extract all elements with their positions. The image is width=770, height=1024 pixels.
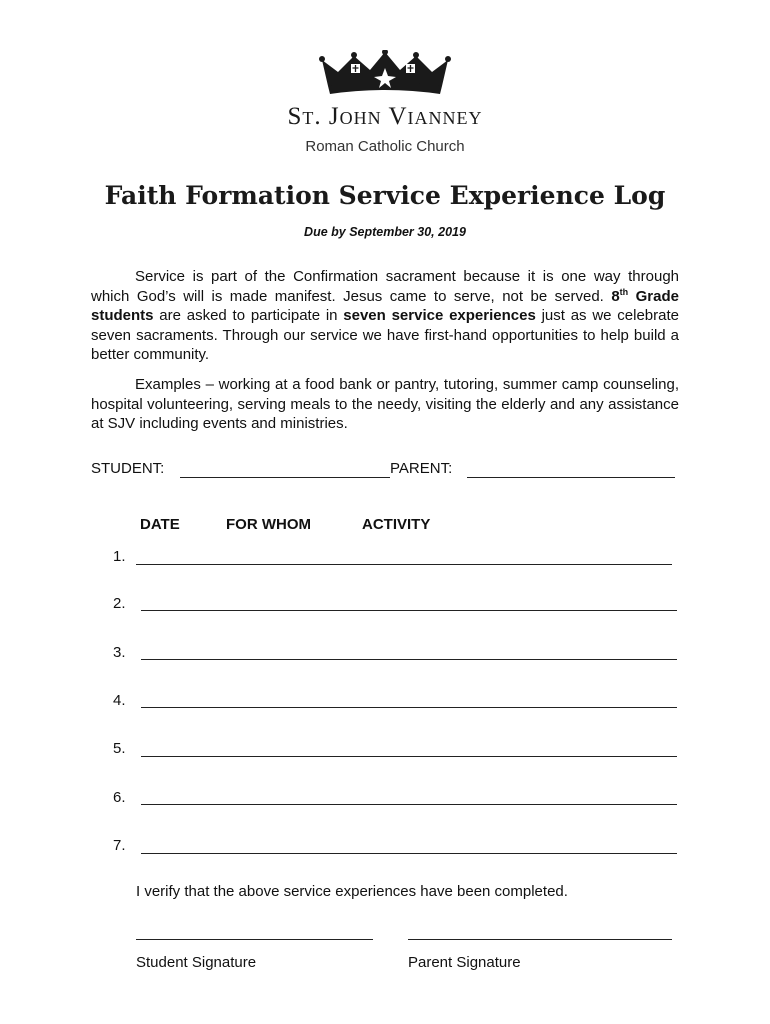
examples-paragraph <box>91 375 679 434</box>
student-name-line[interactable] <box>180 477 390 478</box>
church-subtitle: Roman Catholic Church <box>305 138 465 155</box>
grade-number: 8 <box>611 287 620 305</box>
column-for-whom: FOR WHOM <box>226 516 311 533</box>
entry-line[interactable] <box>136 564 672 565</box>
document-title: Faith Formation Service Experience Log <box>104 181 666 210</box>
grade-word: Grade students <box>91 287 679 325</box>
verify-statement: I verify that the above service experiences have been completed. <box>136 883 568 900</box>
church-name: St. John Vianney <box>287 103 483 130</box>
entry-line[interactable] <box>141 804 677 805</box>
due-date: Due by September 30, 2019 <box>304 225 466 239</box>
crown-logo <box>318 50 452 100</box>
intro-text-2: are asked to participate in <box>153 307 344 325</box>
entry-line[interactable] <box>141 659 677 660</box>
entry-line[interactable] <box>141 853 677 854</box>
intro-text-3: just as we celebrate seven sacraments. Through our service we have first-hand opportunities to help build a better community. <box>91 307 679 364</box>
entry-line[interactable] <box>141 707 677 708</box>
entry-number: 2. <box>113 595 126 612</box>
student-label: STUDENT: <box>91 460 165 477</box>
entry-number: 3. <box>113 644 126 661</box>
entry-number: 7. <box>113 837 126 854</box>
parent-signature-line[interactable] <box>408 939 672 940</box>
entry-number: 5. <box>113 740 126 757</box>
parent-signature-label: Parent Signature <box>408 954 521 971</box>
examples-text: Examples – working at a food bank or pantry, tutoring, summer camp counseling, hospital volunteering, serving meals to the needy, visiting the elderly and any assistance at SJV including events and ministries. <box>91 376 679 433</box>
column-activity: ACTIVITY <box>362 516 431 533</box>
parent-label: PARENT: <box>390 460 453 477</box>
seven-experiences-emphasis: seven service experiences <box>343 307 536 325</box>
entry-line[interactable] <box>141 756 677 757</box>
entry-line[interactable] <box>141 610 677 611</box>
column-date: DATE <box>140 516 180 533</box>
grade-suffix: th <box>619 286 629 297</box>
intro-paragraph <box>91 267 679 365</box>
entry-number: 6. <box>113 789 126 806</box>
entry-number: 1. <box>113 548 126 565</box>
student-signature-label: Student Signature <box>136 954 257 971</box>
student-signature-line[interactable] <box>136 939 373 940</box>
entry-number: 4. <box>113 692 126 709</box>
intro-text-1: Service is part of the Confirmation sacrament because it is one way through which God’s will is made manifest. Jesus came to serve, not be served. <box>91 268 679 305</box>
parent-name-line[interactable] <box>467 477 675 478</box>
